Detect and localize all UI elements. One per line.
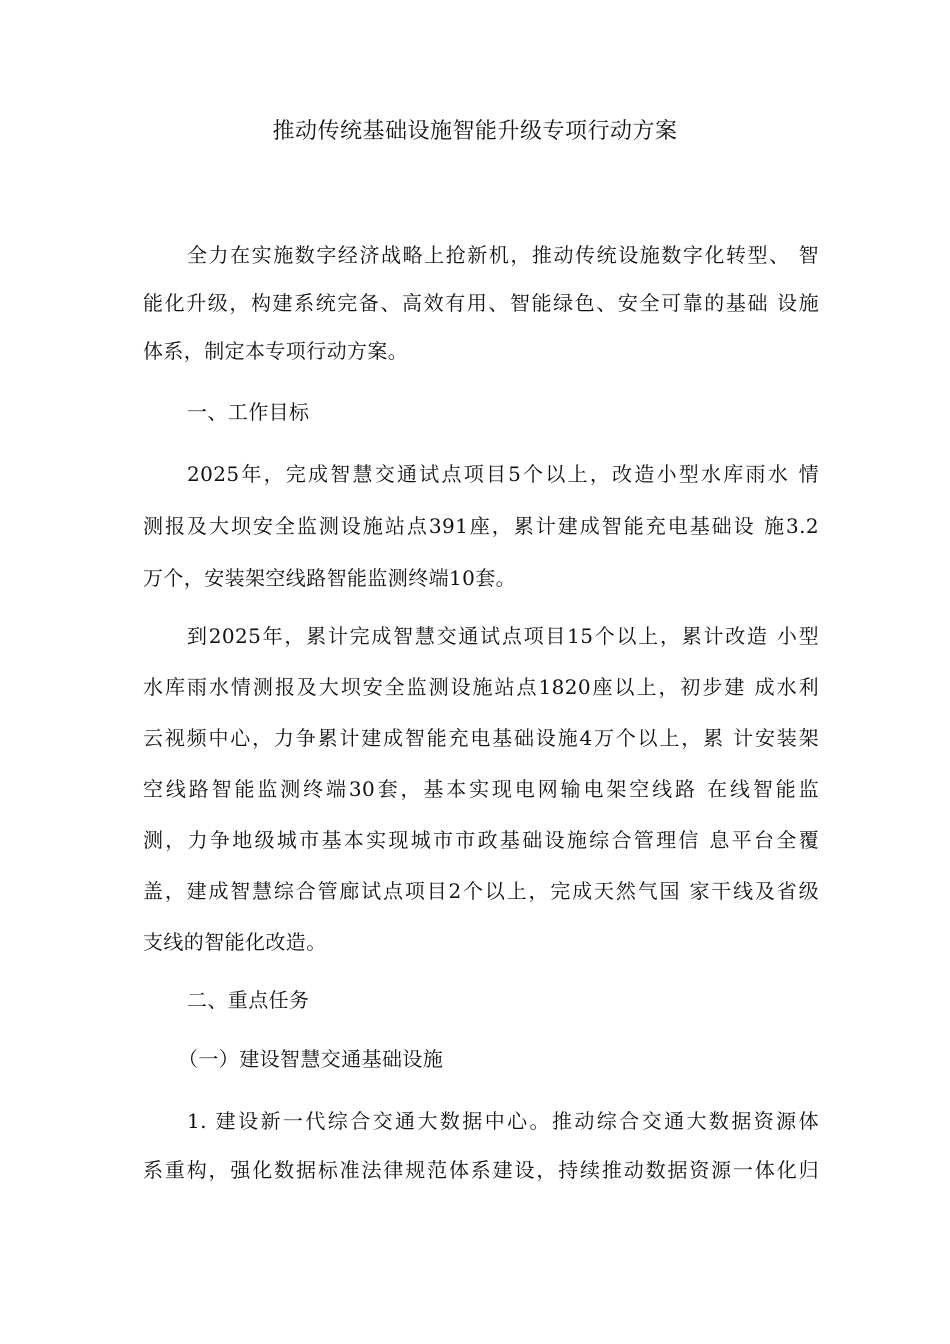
paragraph-line: 到2025年，累计完成智慧交通试点项目15个以上，累计改造 小型 xyxy=(187,624,819,648)
paragraph-line: 1. 建设新一代综合交通大数据中心。推动综合交通大数据资源体 xyxy=(187,1109,819,1133)
section-heading-goals: 一、工作目标 xyxy=(187,400,310,424)
paragraph-line: 云视频中心，力争累计建成智能充电基础设施4万个以上，累 计安装架 xyxy=(143,726,819,750)
paragraph-line: 测，力争地级城市基本实现城市市政基础设施综合管理信 息平台全覆 xyxy=(143,828,819,852)
paragraph-line: 水库雨水情测报及大坝安全监测设施站点1820座以上，初步建 成水利 xyxy=(143,675,819,699)
paragraph-line: 盖，建成智慧综合管廊试点项目2个以上，完成天然气国 家干线及省级 xyxy=(143,879,819,903)
paragraph-line: 空线路智能监测终端30套，基本实现电网输电架空线路 在线智能监 xyxy=(143,777,819,801)
paragraph-line: 能化升级，构建系统完备、高效有用、智能绿色、安全可靠的基础 设施 xyxy=(143,291,819,315)
paragraph-line: 2025年，完成智慧交通试点项目5个以上，改造小型水库雨水 情 xyxy=(187,462,819,486)
paragraph-line: 全力在实施数字经济战略上抢新机，推动传统设施数字化转型、 智 xyxy=(187,243,819,267)
paragraph-line: 万个，安装架空线路智能监测终端10套。 xyxy=(143,566,517,590)
paragraph-line: 系重构，强化数据标准法律规范体系建设，持续推动数据资源一体化归 xyxy=(143,1158,819,1182)
paragraph-line: 测报及大坝安全监测设施站点391座，累计建成智能充电基础设 施3.2 xyxy=(143,514,819,538)
paragraph-line: 支线的智能化改造。 xyxy=(143,930,327,954)
document-title: 推动传统基础设施智能升级专项行动方案 xyxy=(272,119,678,144)
subsection-heading-smart-transport: （一）建设智慧交通基础设施 xyxy=(178,1047,444,1071)
section-heading-tasks: 二、重点任务 xyxy=(187,988,310,1012)
paragraph-line: 体系，制定本专项行动方案。 xyxy=(143,339,409,363)
